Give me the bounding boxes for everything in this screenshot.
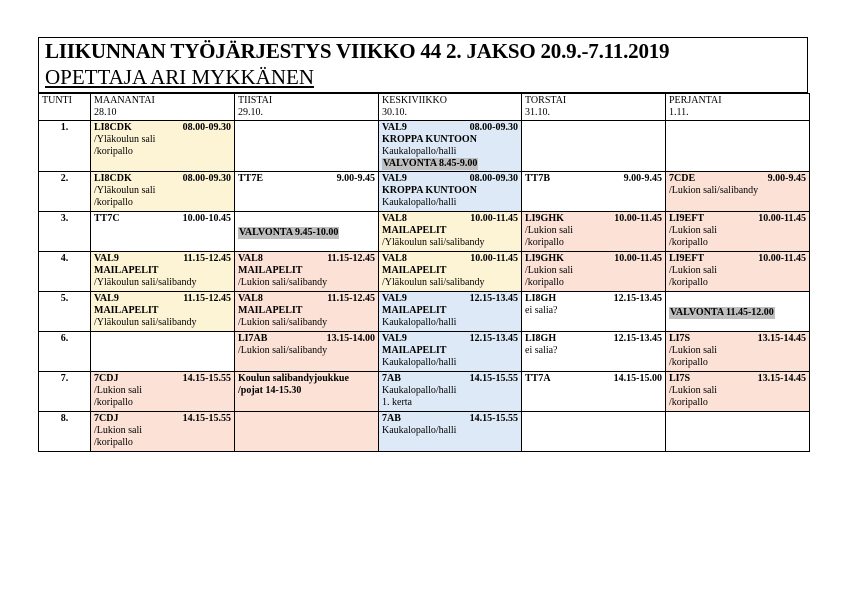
lesson-header: [525, 333, 662, 345]
day-name: MAANANTAI: [94, 95, 155, 106]
cell-tiistai: [235, 172, 379, 212]
lesson-header: [238, 173, 375, 185]
cell-perjantai: [666, 332, 810, 372]
cell-perjantai: [666, 412, 810, 452]
period-number: 7.: [39, 372, 91, 412]
group-code: LI8GH: [525, 333, 557, 344]
group-code: LI9EFT: [669, 213, 705, 224]
cell-tiistai: [235, 212, 379, 252]
location: /Yläkoulun sali: [94, 185, 156, 196]
location: /Yläkoulun sali/salibandy: [94, 317, 197, 328]
location: /Lukion sali: [525, 225, 574, 236]
group-code: TT7C: [94, 213, 120, 224]
page-title: LIIKUNNAN TYÖJÄRJESTYS VIIKKO 44 2. JAKSO 20.9.-7.11.2019: [45, 39, 670, 63]
location: /koripallo: [94, 146, 133, 157]
day-date: 31.10.: [525, 107, 550, 118]
lesson-time: 11.15-12.45: [183, 253, 231, 264]
cell-perjantai: [666, 212, 810, 252]
location: /koripallo: [94, 397, 133, 408]
cell-maanantai: [91, 292, 235, 332]
cell-keskiviikko: [379, 121, 522, 172]
day-header-keskiviikko: [379, 94, 522, 121]
cell-maanantai: [91, 252, 235, 292]
lesson-time: 13.15-14.00: [326, 333, 375, 344]
lesson-time: 10.00-10.45: [182, 213, 231, 224]
location: Kaukalopallo/halli: [382, 425, 457, 436]
cell-maanantai: [91, 172, 235, 212]
table-row: [39, 412, 810, 452]
lesson-header: [94, 122, 231, 134]
cell-perjantai: [666, 292, 810, 332]
supervision-wrap: [238, 227, 375, 239]
lesson-time: 12.15-13.45: [469, 293, 518, 304]
day-header-maanantai: [91, 94, 235, 121]
lesson-header: [669, 213, 806, 225]
lesson-header: [525, 373, 662, 385]
cell-keskiviikko: [379, 252, 522, 292]
lesson-time: 13.15-14.45: [757, 373, 806, 384]
cell-torstai: [522, 372, 666, 412]
activity-name: MAILAPELIT: [238, 305, 303, 316]
day-header-tiistai: [235, 94, 379, 121]
lesson-time: 08.00-09.30: [469, 122, 518, 133]
cell-perjantai: [666, 372, 810, 412]
cell-tiistai: [235, 332, 379, 372]
location: /koripallo: [94, 437, 133, 448]
cell-tiistai: [235, 372, 379, 412]
lesson-header: [525, 213, 662, 225]
lesson-time: 12.15-13.45: [469, 333, 518, 344]
supervision-wrap: [382, 158, 518, 170]
cell-perjantai: [666, 252, 810, 292]
lesson-header: [525, 173, 662, 185]
location: /koripallo: [525, 277, 564, 288]
lesson-time: 10.00-11.45: [758, 213, 806, 224]
lesson-header: [238, 253, 375, 265]
group-code: VAL9: [382, 333, 407, 344]
cell-torstai: [522, 292, 666, 332]
cell-keskiviikko: [379, 212, 522, 252]
group-code: LI7S: [669, 373, 691, 384]
cell-tiistai: [235, 412, 379, 452]
day-name: TIISTAI: [238, 95, 273, 106]
location: /koripallo: [669, 237, 708, 248]
lesson-header: [94, 213, 231, 225]
table-row: [39, 252, 810, 292]
period-number: 5.: [39, 292, 91, 332]
group-code: LI8CDK: [94, 173, 132, 184]
location: Kaukalopallo/halli: [382, 197, 457, 208]
group-code: TT7E: [238, 173, 264, 184]
lesson-header: [238, 293, 375, 305]
lesson-header: [669, 333, 806, 345]
activity-name: MAILAPELIT: [382, 225, 447, 236]
table-row: [39, 332, 810, 372]
cell-maanantai: [91, 412, 235, 452]
lesson-time: 12.15-13.45: [613, 293, 662, 304]
cell-keskiviikko: [379, 332, 522, 372]
activity-name: MAILAPELIT: [238, 265, 303, 276]
lesson-time: 10.00-11.45: [470, 253, 518, 264]
cell-torstai: [522, 212, 666, 252]
period-number: 1.: [39, 121, 91, 172]
lesson-header: [382, 173, 518, 185]
cell-keskiviikko: [379, 412, 522, 452]
group-code: LI7S: [669, 333, 691, 344]
location: /koripallo: [669, 397, 708, 408]
schedule-body: [39, 121, 810, 452]
cell-note: /pojat 14-15.30: [238, 385, 302, 396]
cell-perjantai: [666, 121, 810, 172]
location: /Lukion sali/salibandy: [669, 185, 759, 196]
lesson-header: [382, 373, 518, 385]
lesson-time: 14.15-15.55: [469, 373, 518, 384]
lesson-header: [382, 293, 518, 305]
table-row: [39, 292, 810, 332]
schedule-header: [38, 37, 808, 93]
cell-maanantai: [91, 372, 235, 412]
period-number: 8.: [39, 412, 91, 452]
location: 1. kerta: [382, 397, 412, 408]
activity-name: MAILAPELIT: [94, 265, 159, 276]
activity-name: MAILAPELIT: [94, 305, 159, 316]
lesson-header: [382, 333, 518, 345]
supervision-badge: VALVONTA 9.45-10.00: [239, 227, 339, 238]
day-header-perjantai: [666, 94, 810, 121]
table-row: [39, 121, 810, 172]
lesson-header: [669, 373, 806, 385]
location: /Lukion sali: [94, 425, 143, 436]
location: ei salia?: [525, 305, 558, 316]
supervision-badge: VALVONTA 11.45-12.00: [670, 307, 774, 318]
group-code: VAL9: [94, 293, 119, 304]
cell-tiistai: [235, 121, 379, 172]
activity-name: MAILAPELIT: [382, 345, 447, 356]
location: /Lukion sali: [525, 265, 574, 276]
lesson-time: 08.00-09.30: [182, 173, 231, 184]
cell-torstai: [522, 252, 666, 292]
schedule-table: [38, 93, 810, 452]
cell-torstai: [522, 332, 666, 372]
table-row: [39, 172, 810, 212]
period-number: 6.: [39, 332, 91, 372]
lesson-time: 08.00-09.30: [469, 173, 518, 184]
lesson-header: [94, 373, 231, 385]
cell-torstai: [522, 412, 666, 452]
lesson-time: 14.15-15.00: [613, 373, 662, 384]
location: /koripallo: [94, 197, 133, 208]
activity-name: KROPPA KUNTOON: [382, 134, 477, 145]
location: Kaukalopallo/halli: [382, 317, 457, 328]
group-code: VAL9: [382, 293, 407, 304]
activity-name: KROPPA KUNTOON: [382, 185, 477, 196]
lesson-time: 10.00-11.45: [758, 253, 806, 264]
cell-perjantai: [666, 172, 810, 212]
lesson-time: 10.00-11.45: [470, 213, 518, 224]
group-code: VAL8: [382, 253, 407, 264]
group-code: LI7AB: [238, 333, 268, 344]
cell-tiistai: [235, 252, 379, 292]
location: /Yläkoulun sali/salibandy: [382, 237, 485, 248]
lesson-time: 10.00-11.45: [614, 253, 662, 264]
cell-maanantai: [91, 212, 235, 252]
cell-maanantai: [91, 332, 235, 372]
lesson-header: [382, 122, 518, 134]
day-date: 29.10.: [238, 107, 263, 118]
day-name: KESKIVIIKKO: [382, 95, 447, 106]
group-code: 7AB: [382, 413, 401, 424]
cell-keskiviikko: [379, 372, 522, 412]
tunti-header: TUNTI: [39, 94, 91, 121]
lesson-header: [94, 173, 231, 185]
group-code: VAL9: [382, 122, 407, 133]
period-number: 2.: [39, 172, 91, 212]
lesson-time: 12.15-13.45: [613, 333, 662, 344]
day-header-torstai: [522, 94, 666, 121]
group-code: TT7A: [525, 373, 551, 384]
group-code: VAL8: [238, 253, 263, 264]
location: /Lukion sali: [669, 225, 718, 236]
table-row: [39, 372, 810, 412]
group-code: VAL8: [382, 213, 407, 224]
supervision-wrap: [669, 307, 806, 319]
lesson-time: 10.00-11.45: [614, 213, 662, 224]
lesson-header: [238, 333, 375, 345]
group-code: VAL9: [382, 173, 407, 184]
group-code: LI8CDK: [94, 122, 132, 133]
group-code: LI9GHK: [525, 213, 564, 224]
cell-maanantai: [91, 121, 235, 172]
period-number: 4.: [39, 252, 91, 292]
location: /Lukion sali: [669, 265, 718, 276]
group-code: VAL9: [94, 253, 119, 264]
group-code: VAL8: [238, 293, 263, 304]
lesson-time: 11.15-12.45: [327, 293, 375, 304]
activity-name: MAILAPELIT: [382, 305, 447, 316]
group-code: 7AB: [382, 373, 401, 384]
lesson-header: [382, 213, 518, 225]
location: /Yläkoulun sali/salibandy: [382, 277, 485, 288]
lesson-time: 08.00-09.30: [182, 122, 231, 133]
day-name: TORSTAI: [525, 95, 567, 106]
lesson-header: [94, 253, 231, 265]
group-code: LI8GH: [525, 293, 557, 304]
table-row: [39, 212, 810, 252]
group-code: LI9GHK: [525, 253, 564, 264]
location: /koripallo: [669, 357, 708, 368]
supervision-badge: VALVONTA 8.45-9.00: [383, 158, 478, 169]
day-date: 30.10.: [382, 107, 407, 118]
day-name: PERJANTAI: [669, 95, 722, 106]
group-code: TT7B: [525, 173, 551, 184]
cell-keskiviikko: [379, 292, 522, 332]
cell-tiistai: [235, 292, 379, 332]
group-code: LI9EFT: [669, 253, 705, 264]
day-date: 1.11.: [669, 107, 689, 118]
cell-note: Koulun salibandyjoukkue: [238, 373, 349, 384]
lesson-header: [94, 293, 231, 305]
lesson-header: [382, 253, 518, 265]
lesson-header: [669, 253, 806, 265]
location: /Lukion sali: [669, 385, 718, 396]
lesson-header: [525, 293, 662, 305]
activity-name: MAILAPELIT: [382, 265, 447, 276]
location: /Lukion sali: [669, 345, 718, 356]
lesson-time: 11.15-12.45: [327, 253, 375, 264]
period-number: 3.: [39, 212, 91, 252]
lesson-header: [669, 173, 806, 185]
lesson-header: [525, 253, 662, 265]
day-date: 28.10: [94, 107, 117, 118]
lesson-time: 14.15-15.55: [469, 413, 518, 424]
cell-torstai: [522, 172, 666, 212]
location: /Lukion sali/salibandy: [238, 277, 328, 288]
lesson-time: 14.15-15.55: [182, 373, 231, 384]
location: Kaukalopallo/halli: [382, 357, 457, 368]
lesson-time: 11.15-12.45: [183, 293, 231, 304]
cell-torstai: [522, 121, 666, 172]
location: /Lukion sali/salibandy: [238, 317, 328, 328]
location: /Lukion sali: [94, 385, 143, 396]
location: Kaukalopallo/halli: [382, 385, 457, 396]
group-code: 7CDJ: [94, 413, 119, 424]
location: /koripallo: [525, 237, 564, 248]
teacher-name: OPETTAJA ARI MYKKÄNEN: [45, 65, 314, 89]
location: /koripallo: [669, 277, 708, 288]
location: /Lukion sali/salibandy: [238, 345, 328, 356]
location: /Yläkoulun sali: [94, 134, 156, 145]
group-code: 7CDE: [669, 173, 696, 184]
lesson-time: 13.15-14.45: [757, 333, 806, 344]
lesson-time: 9.00-9.45: [767, 173, 806, 184]
group-code: 7CDJ: [94, 373, 119, 384]
location: /Yläkoulun sali/salibandy: [94, 277, 197, 288]
lesson-time: 9.00-9.45: [623, 173, 662, 184]
lesson-header: [382, 413, 518, 425]
lesson-time: 9.00-9.45: [336, 173, 375, 184]
header-row: [39, 94, 810, 121]
lesson-time: 14.15-15.55: [182, 413, 231, 424]
cell-keskiviikko: [379, 172, 522, 212]
lesson-header: [94, 413, 231, 425]
location: Kaukalopallo/halli: [382, 146, 457, 157]
location: ei salia?: [525, 345, 558, 356]
